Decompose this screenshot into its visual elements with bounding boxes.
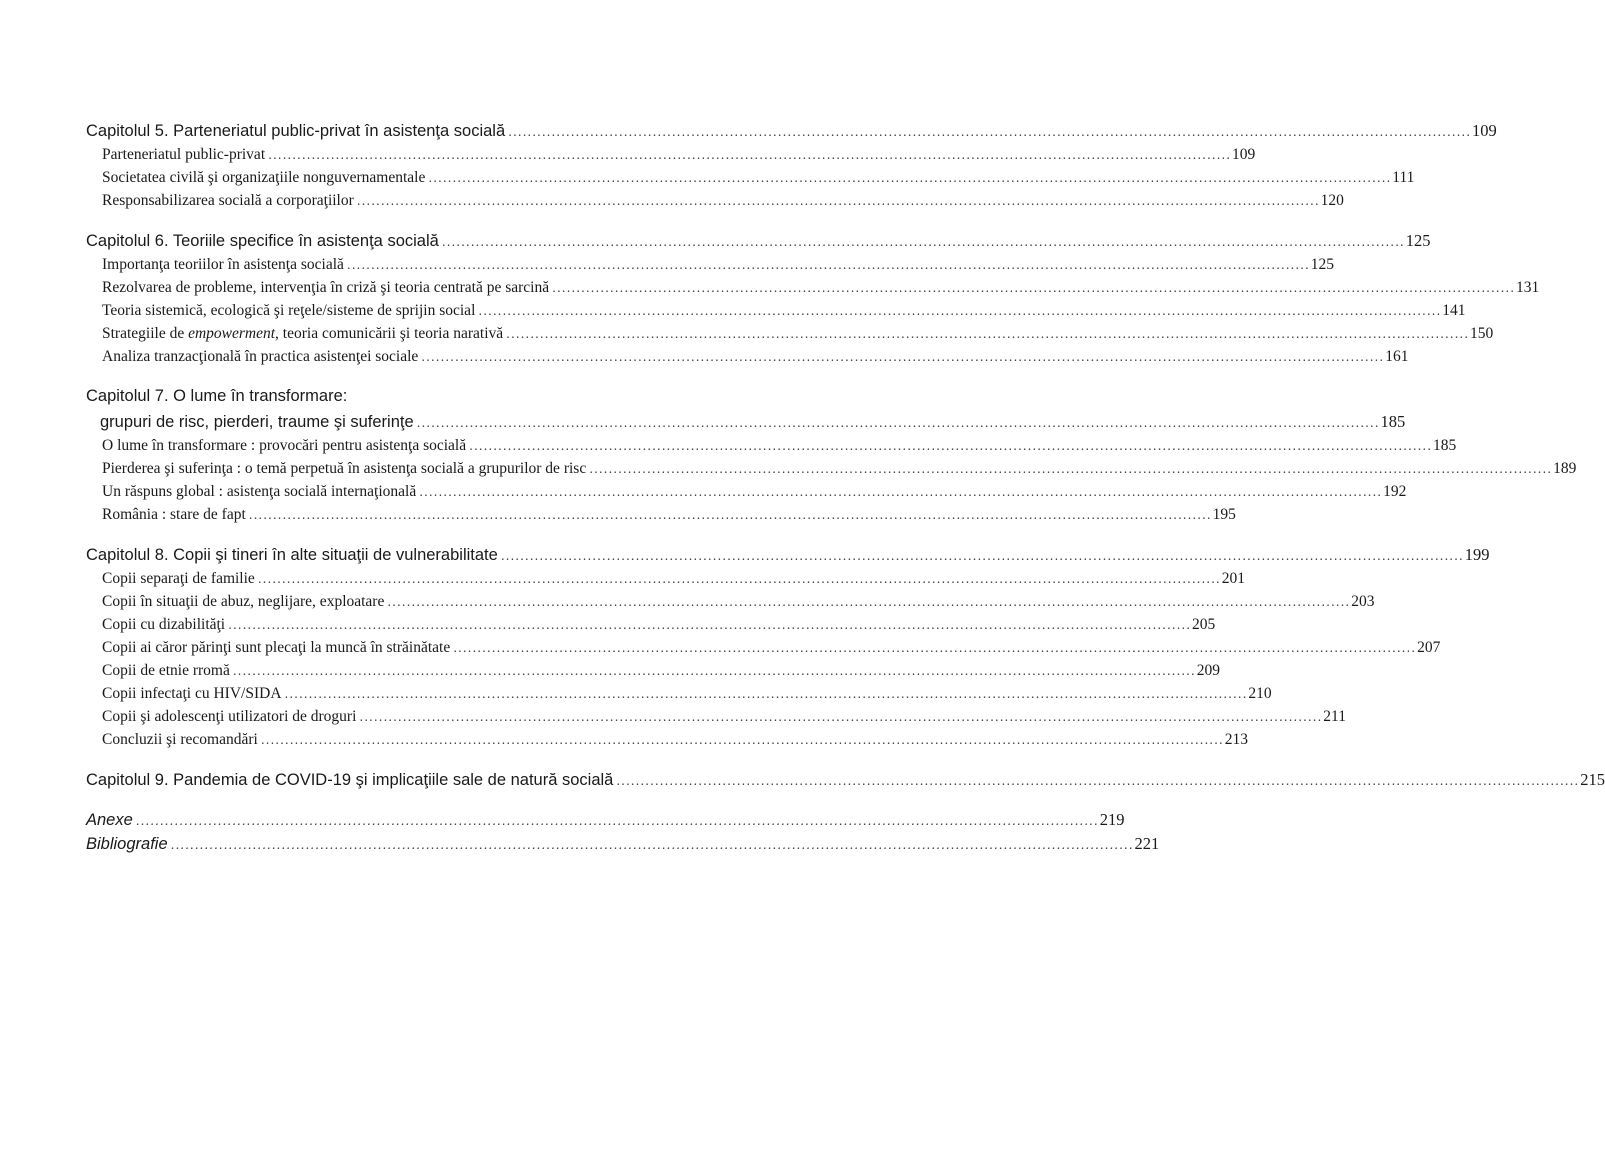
section-entry[interactable]: [86, 189, 1344, 212]
dot-leader: [357, 190, 1320, 213]
page-number: 125: [1405, 231, 1431, 250]
chapter-heading[interactable]: [86, 767, 1605, 792]
page-number: 221: [1134, 834, 1160, 853]
page-number: 201: [1221, 570, 1245, 587]
section-title: România : stare de fapt: [102, 506, 246, 523]
chapter-heading[interactable]: [86, 228, 1431, 253]
dot-leader: [508, 120, 1471, 145]
table-of-contents: [86, 118, 1605, 872]
chapter-5: [86, 118, 1497, 212]
dot-leader: [228, 614, 1191, 637]
section-title: Copii de etnie rromă: [102, 662, 230, 679]
page-number: 192: [1383, 483, 1407, 500]
section-title: [102, 322, 503, 345]
page-number: 120: [1320, 192, 1344, 209]
page-number: 207: [1417, 639, 1441, 656]
section-title: Pierderea şi suferinţa : o temă perpetuă în asistenţa socială a grupurilor de risc: [102, 460, 587, 477]
chapter-heading[interactable]: [86, 542, 1490, 567]
chapter-7: [86, 384, 1577, 526]
chapter-heading[interactable]: [86, 118, 1497, 143]
dot-leader: [347, 254, 1310, 277]
page-number: 125: [1310, 256, 1335, 273]
dot-leader: [552, 277, 1515, 300]
section-entry[interactable]: [86, 613, 1216, 636]
section-entry[interactable]: [86, 457, 1577, 480]
dot-leader: [453, 637, 1416, 660]
section-entry[interactable]: [86, 166, 1415, 189]
section-entry[interactable]: [86, 345, 1409, 368]
chapter-title: Capitolul 6. Teoriile specifice în asistenţa socială: [86, 232, 439, 250]
chapter-title: Capitolul 5. Parteneriatul public-privat în asistenţa socială: [86, 122, 506, 140]
dot-leader: [417, 411, 1380, 436]
section-entry[interactable]: [86, 705, 1346, 728]
dot-leader: [261, 729, 1224, 752]
section-entry[interactable]: [86, 728, 1248, 751]
chapter-title-line-1[interactable]: Capitolul 7. O lume în transformare:: [86, 387, 348, 405]
section-title: Rezolvarea de probleme, intervenţia în criză şi teoria centrată pe sarcină: [102, 279, 550, 296]
section-entry[interactable]: [86, 503, 1236, 526]
annexes: [86, 808, 1160, 856]
section-entry[interactable]: [86, 590, 1375, 613]
page-number: 161: [1385, 348, 1409, 365]
section-entry[interactable]: [86, 143, 1256, 166]
page-number: 209: [1196, 662, 1220, 679]
section-entry[interactable]: [86, 253, 1335, 276]
section-entry[interactable]: [86, 567, 1245, 590]
section-title: Importanţa teoriilor în asistenţa socială: [102, 256, 344, 273]
page-number: 195: [1212, 506, 1236, 523]
chapter-title: Capitolul 8. Copii şi tineri în alte situaţii de vulnerabilitate: [86, 546, 498, 564]
page-number: 109: [1472, 121, 1497, 140]
page-number: 210: [1248, 685, 1272, 702]
section-title: Copii şi adolescenţi utilizatori de droguri: [102, 708, 357, 725]
page-number: 150: [1470, 325, 1494, 342]
chapter-title-line-2: grupuri de risc, pierderi, traume şi suferinţe: [100, 413, 414, 431]
dot-leader: [258, 568, 1221, 591]
chapter-6: [86, 228, 1540, 368]
section-title: Concluzii şi recomandări: [102, 731, 258, 748]
dot-leader: [442, 230, 1405, 255]
chapter-9: [86, 767, 1605, 792]
dot-leader: [268, 144, 1231, 167]
section-title: Copii ai căror părinţi sunt plecaţi la muncă în străinătate: [102, 639, 451, 656]
dot-leader: [421, 346, 1384, 369]
dot-leader: [478, 300, 1441, 323]
section-entry[interactable]: [86, 322, 1494, 345]
page-number: 211: [1323, 708, 1346, 725]
annex-entry[interactable]: [86, 808, 1125, 832]
dot-leader: [285, 683, 1248, 706]
section-entry[interactable]: [86, 480, 1407, 503]
annex-title: Anexe: [86, 811, 133, 829]
dot-leader: [589, 458, 1552, 481]
page-number: 199: [1464, 545, 1490, 564]
dot-leader: [249, 504, 1212, 527]
page-number: 205: [1192, 616, 1216, 633]
section-title-emphasis: empowerment: [188, 325, 276, 342]
annex-title: Bibliografie: [86, 835, 168, 853]
section-title: Copii infectaţi cu HIV/SIDA: [102, 685, 282, 702]
dot-leader: [359, 706, 1322, 729]
dot-leader: [616, 769, 1579, 794]
section-title: Copii în situaţii de abuz, neglijare, exploatare: [102, 593, 385, 610]
page-number: 213: [1224, 731, 1248, 748]
section-title-part: Strategiile de: [102, 325, 189, 342]
section-title: Copii separaţi de familie: [102, 570, 255, 587]
dot-leader: [136, 809, 1099, 833]
page-number: 185: [1380, 412, 1406, 431]
section-title: Copii cu dizabilităţi: [102, 616, 226, 633]
chapter-heading[interactable]: [86, 409, 1406, 434]
dot-leader: [419, 481, 1382, 504]
dot-leader: [387, 591, 1350, 614]
dot-leader: [233, 660, 1196, 683]
section-title: Teoria sistemică, ecologică şi reţele/sisteme de sprijin social: [102, 302, 476, 319]
page-number: 141: [1442, 302, 1466, 319]
section-title-part: , teoria comunicării şi teoria narativă: [275, 325, 504, 342]
page-number: 219: [1099, 810, 1125, 829]
page-number: 189: [1553, 460, 1577, 477]
chapter-8: [86, 542, 1490, 751]
section-title: Responsabilizarea socială a corporaţiilor: [102, 192, 354, 209]
section-title: Un răspuns global : asistenţa socială internaţională: [102, 483, 417, 500]
dot-leader: [501, 544, 1464, 569]
section-title: Analiza tranzacţională în practica asistenţei sociale: [102, 348, 419, 365]
section-entry[interactable]: [86, 276, 1540, 299]
chapter-title: Capitolul 9. Pandemia de COVID-19 şi implicaţiile sale de natură socială: [86, 771, 614, 789]
section-title: Parteneriatul public-privat: [102, 146, 266, 163]
dot-leader: [428, 167, 1391, 190]
section-title: O lume în transformare : provocări pentru asistenţa socială: [102, 437, 467, 454]
page-number: 109: [1232, 146, 1256, 163]
section-entry[interactable]: [86, 659, 1220, 682]
dot-leader: [506, 323, 1469, 346]
section-title: Societatea civilă şi organizaţiile nonguvernamentale: [102, 169, 426, 186]
dot-leader: [171, 833, 1134, 857]
page-number: 131: [1516, 279, 1540, 296]
dot-leader: [469, 435, 1432, 458]
section-entry[interactable]: [86, 682, 1272, 705]
section-entry[interactable]: [86, 636, 1441, 659]
section-entry[interactable]: [86, 299, 1466, 322]
page-number: 111: [1392, 169, 1415, 186]
section-entry[interactable]: [86, 434, 1457, 457]
page-number: 203: [1351, 593, 1375, 610]
page-number: 215: [1580, 770, 1605, 789]
annex-entry[interactable]: [86, 832, 1160, 856]
page-number: 185: [1433, 437, 1457, 454]
